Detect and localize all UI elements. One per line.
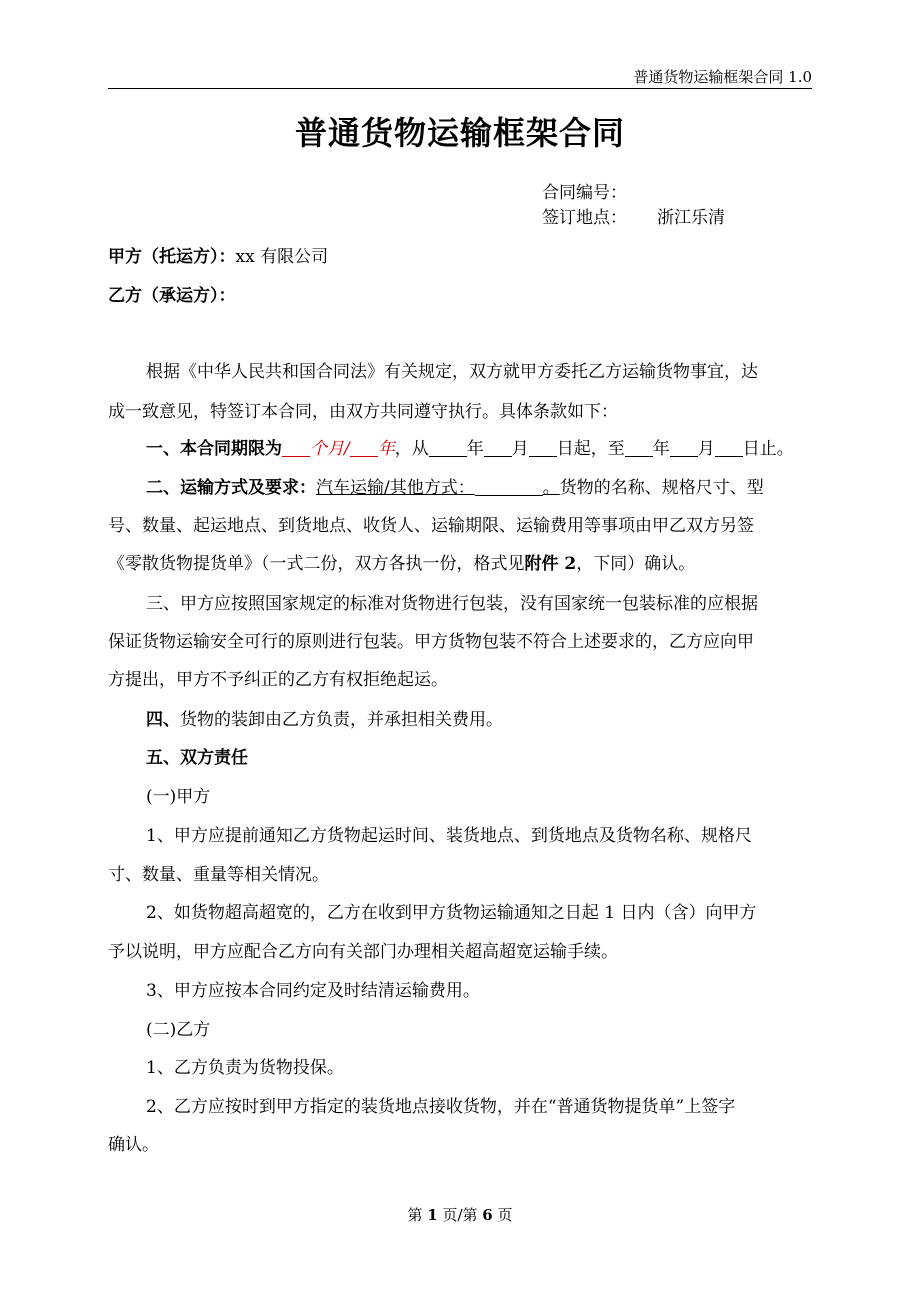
page-number: 第 1 页/第 6 页 [407,1206,513,1224]
intro-line-1: 根据《中华人民共和国合同法》有关规定，双方就甲方委托乙方运输货物事宜，达 [146,362,758,382]
blank-field[interactable] [625,439,653,457]
clause-2-line-2: 号、数量、起运地点、到货地点、收货人、运输期限、运输费用等事项由甲乙双方另签 [108,516,754,536]
party-b-label: 乙方（承运方）： [108,286,236,306]
clause-1-red-a: 个月/ [310,439,350,459]
header-rule [108,88,812,89]
clause-2-period: 。 [542,478,560,498]
clause-4-text: 货物的装卸由乙方负责，并承担相关费用。 [180,710,503,730]
clause-1 [146,434,794,459]
clause-3-line-3: 方提出，甲方不予纠正的乙方有权拒绝起运。 [108,670,448,690]
blank-field[interactable] [670,439,698,457]
clause-4 [146,705,503,730]
a1-line-1: 1、甲方应提前通知乙方货物起运时间、装货地点、到货地点及货物名称、规格尺 [146,826,752,846]
party-a-label: 甲方（托运方）： [108,247,236,267]
blank-field[interactable] [282,439,310,457]
section-party-a: (一)甲方 [146,787,211,807]
clause-1-text-f: 年 [652,439,670,459]
a2-line-1: 2、如货物超高超宽的，乙方在收到甲方货物运输通知之日起 1 日内（含）向甲方 [146,903,757,923]
a2-line-2: 予以说明，甲方应配合乙方向有关部门办理相关超高超宽运输手续。 [108,942,618,962]
blank-field[interactable] [484,439,512,457]
clause-2-line-1 [146,473,764,498]
party-a [108,242,328,267]
clause-1-text-h: 日止。 [742,439,794,459]
b2-line-1: 2、乙方应按时到甲方指定的装货地点接收货物，并在“普通货物提货单”上签字 [146,1097,736,1117]
clause-2-l3a: 《零散货物提货单》（一式二份，双方各执一份，格式见 [108,554,525,574]
running-header: 普通货物运输框架合同 1.0 [633,68,812,86]
blank-field[interactable] [350,439,378,457]
b2-line-2: 确认。 [108,1135,159,1155]
b1: 1、乙方负责为货物投保。 [146,1058,344,1078]
party-a-value: xx 有限公司 [235,247,329,267]
clause-4-number: 四、 [146,710,180,730]
signing-place-value: 浙江乐清 [657,208,725,228]
total-pages: 6 [482,1206,493,1224]
page-title: 普通货物运输框架合同 [294,114,625,152]
clause-1-text-g: 月 [697,439,715,459]
a3: 3、甲方应按本合同约定及时结清运输费用。 [146,981,480,1001]
intro-line-2: 成一致意见，特签订本合同，由双方共同遵守执行。具体条款如下： [108,402,618,422]
clause-1-text-b: ，从 [394,439,429,459]
section-party-b: (二)乙方 [146,1020,211,1040]
clause-2-l3c: ，下同）确认。 [576,554,696,574]
appendix-ref: 附件 2 [524,554,577,574]
clause-2-text: 货物的名称、规格尺寸、型 [559,478,764,498]
clause-3-line-1: 三、甲方应按照国家规定的标准对货物进行包装，没有国家统一包装标准的应根据 [146,594,758,614]
blank-field[interactable] [529,439,557,457]
blank-field[interactable] [475,478,543,496]
clause-5-heading: 五、双方责任 [146,748,248,768]
a1-line-2: 寸、数量、重量等相关情况。 [108,865,329,885]
clause-1-text-d: 月 [511,439,529,459]
clause-3-line-2: 保证货物运输安全可行的原则进行包装。甲方货物包装不符合上述要求的，乙方应向甲 [108,632,754,652]
signing-place-label: 签订地点： [542,208,627,228]
clause-1-text-a: 一、本合同期限为 [146,439,282,459]
contract-number-label: 合同编号： [542,183,627,203]
current-page: 1 [427,1206,438,1224]
blank-field[interactable] [715,439,743,457]
clause-2-line-3 [108,549,695,574]
clause-1-text-e: 日起，至 [556,439,625,459]
clause-2-method: 汽车运输/其他方式： [316,478,475,498]
clause-1-text-c: 年 [466,439,484,459]
clause-1-red-b: 年 [377,439,395,459]
clause-2-heading: 二、运输方式及要求： [146,478,316,498]
blank-field[interactable] [429,439,467,457]
